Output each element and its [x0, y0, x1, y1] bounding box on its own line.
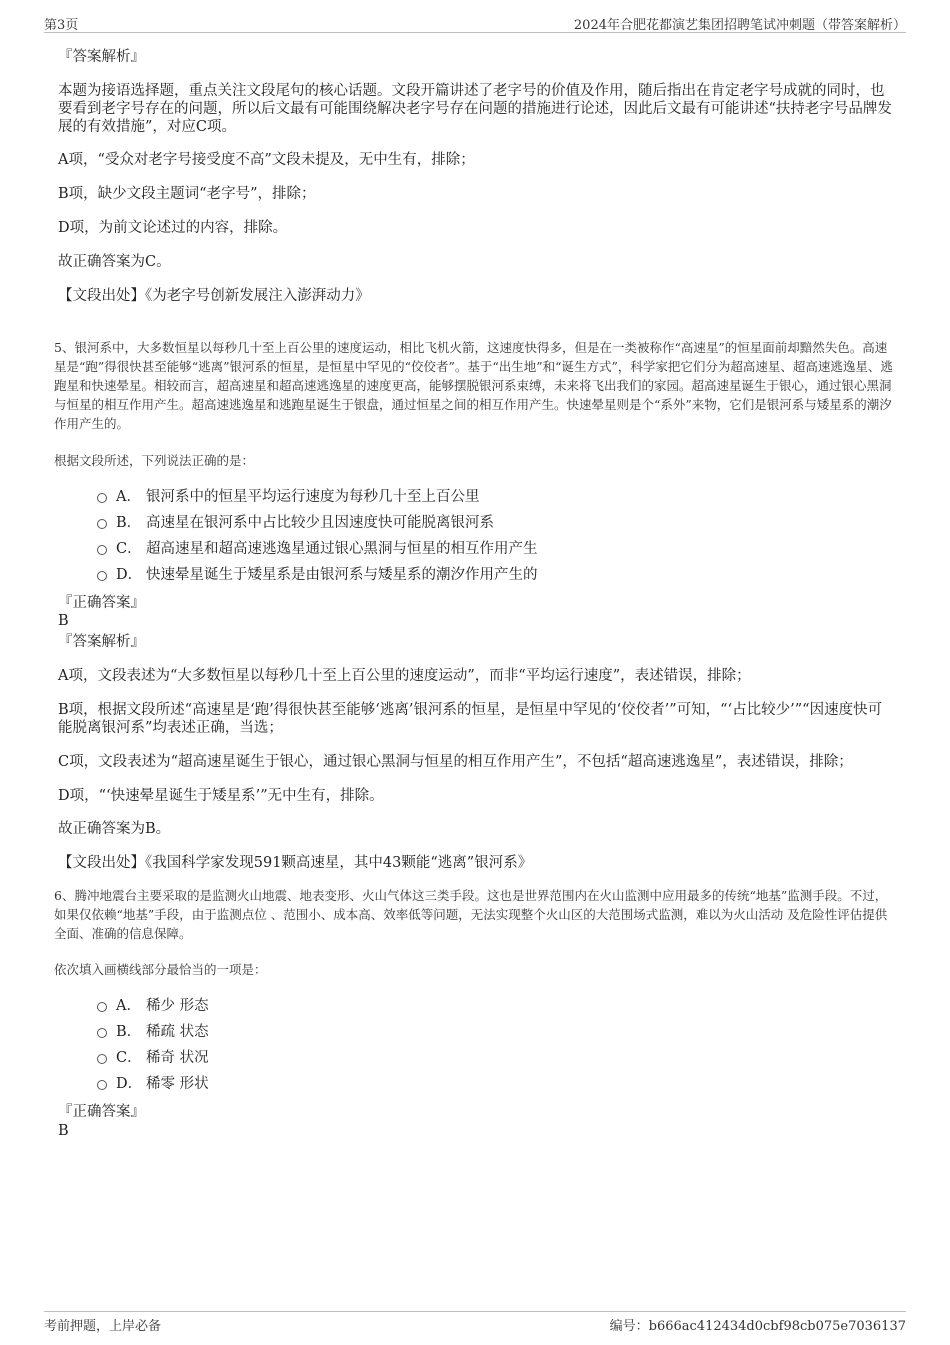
q6-option-d[interactable]: D． 稀零 形状: [97, 1075, 209, 1093]
q6-option-a[interactable]: A． 稀少 形态: [97, 997, 209, 1015]
question-6-prompt: 依次填入画横线部分最恰当的一项是：: [54, 962, 267, 977]
radio-icon[interactable]: [97, 1054, 107, 1064]
q6-option-b[interactable]: B． 稀疏 状态: [97, 1023, 209, 1041]
q5-analysis-point-c: C项，文段表述为“超高速星诞生于银心，通过银心黑洞与恒星的相互作用产生”，不包括“超高速逃逸星”，表述错误，排除；: [58, 754, 853, 770]
radio-icon[interactable]: [97, 1002, 107, 1012]
q5-option-c[interactable]: C． 超高速星和超高速逃逸星通过银心黑洞与恒星的相互作用产生: [97, 540, 538, 558]
radio-icon[interactable]: [97, 571, 107, 581]
page-header: [44, 14, 906, 33]
q6-option-c[interactable]: C． 稀奇 状况: [97, 1049, 209, 1067]
document-title: 2024年合肥花都演艺集团招聘笔试冲刺题（带答案解析）: [573, 18, 906, 33]
analysis-point-a: A项，“受众对老字号接受度不高”文段未提及，无中生有，排除；: [58, 152, 475, 168]
question-5-stem: 5、银河系中，大多数恒星以每秒几十至上百公里的速度运动，相比飞机火箭，这速度快得多，但是在一类被称作“高速星”的恒星面前却黯然失色。高速星是“跑”得很快甚至能够“逃离”银河系的恒星，是恒星中罕见的“佼佼者”。基于“出生地”和“诞生方式”，科学家把它们分为超高速星、超高速逃逸星、逃跑星和快速晕星。相较而言，超高速星和超高速逃逸星的速度更高，能够摆脱银河系束缚，未来将飞出我们的家园。超高速星诞生于银心，通过银心黑洞与恒星的相互作用产生。超高速逃逸星和逃跑星诞生于银盘，通过恒星之间的相互作用产生。快速晕星则是个“系外”来物，它们是银河系与矮星系的潮汐作用产生的。: [54, 340, 893, 431]
radio-icon[interactable]: [97, 545, 107, 555]
document-code: 编号：b666ac412434d0cbf98cb075e7036137: [609, 1319, 906, 1334]
analysis-point-b: B项，缺少文段主题词“老字号”，排除；: [58, 186, 316, 202]
q5-option-d[interactable]: D． 快速晕星诞生于矮星系是由银河系与矮星系的潮汐作用产生的: [97, 566, 538, 584]
q5-option-b[interactable]: B． 高速星在银河系中占比较少且因速度快可能脱离银河系: [97, 514, 494, 532]
analysis-label: 『答案解析』: [58, 49, 145, 65]
question-5-prompt: 根据文段所述，下列说法正确的是：: [54, 453, 255, 468]
q5-analysis-point-d: D项，“‘快速晕星诞生于矮星系’”无中生有，排除。: [58, 788, 384, 804]
footer-slogan: 考前押题，上岸必备: [44, 1319, 162, 1334]
radio-icon[interactable]: [97, 519, 107, 529]
question-6-stem: 6、腾冲地震台主要采取的是监测火山地震、地表变形、火山气体这三类手段。这也是世界范围内在火山监测中应用最多的传统“地基”监测手段。不过，如果仅依赖“地基”手段，由于监测点位 、范围小、成本高、效率低等问题，无法实现整个火山区的大范围场式监测，难以为火山活动 及危险性评估提供全面、准确的信息保障。: [54, 888, 888, 941]
q5-answer-label: 『正确答案』: [58, 595, 145, 611]
analysis-point-d: D项，为前文论述过的内容，排除。: [58, 220, 288, 236]
q6-answer-label: 『正确答案』: [58, 1104, 145, 1120]
page-number: 第3页: [44, 18, 79, 33]
page-footer: [44, 1311, 906, 1332]
source-line: 【文段出处】《为老字号创新发展注入澎湃动力》: [58, 288, 370, 304]
q5-analysis-label: 『答案解析』: [58, 634, 145, 650]
q5-option-a[interactable]: A． 银河系中的恒星平均运行速度为每秒几十至上百公里: [97, 488, 480, 506]
answer-line: 故正确答案为C。: [58, 254, 171, 270]
q5-analysis-point-b: B项，根据文段所述“高速星是‘跑’得很快甚至能够‘逃离’银河系的恒星，是恒星中罕见的‘佼佼者’”可知，“‘占比较少’”“因速度快可能脱离银河系”均表述正确，当选；: [58, 702, 883, 736]
q6-answer: B: [58, 1123, 69, 1139]
analysis-text: 本题为接语选择题，重点关注文段尾句的核心话题。文段开篇讲述了老字号的价值及作用，随后指出在肯定老字号成就的同时，也要看到老字号存在的问题，所以后文最有可能围绕解决老字号存在问题的措施进行论述，因此后文最有可能讲述“扶持老字号品牌发展的有效措施”，对应C项。: [58, 83, 892, 135]
q5-answer-line: 故正确答案为B。: [58, 821, 171, 837]
radio-icon[interactable]: [97, 1080, 107, 1090]
radio-icon[interactable]: [97, 493, 107, 503]
q5-analysis-point-a: A项，文段表述为“大多数恒星以每秒几十至上百公里的速度运动”，而非“平均运行速度”，表述错误，排除；: [58, 668, 751, 684]
q5-source-line: 【文段出处】《我国科学家发现591颗高速星，其中43颗能“逃离”银河系》: [58, 855, 533, 871]
radio-icon[interactable]: [97, 1028, 107, 1038]
q5-answer: B: [58, 613, 69, 629]
